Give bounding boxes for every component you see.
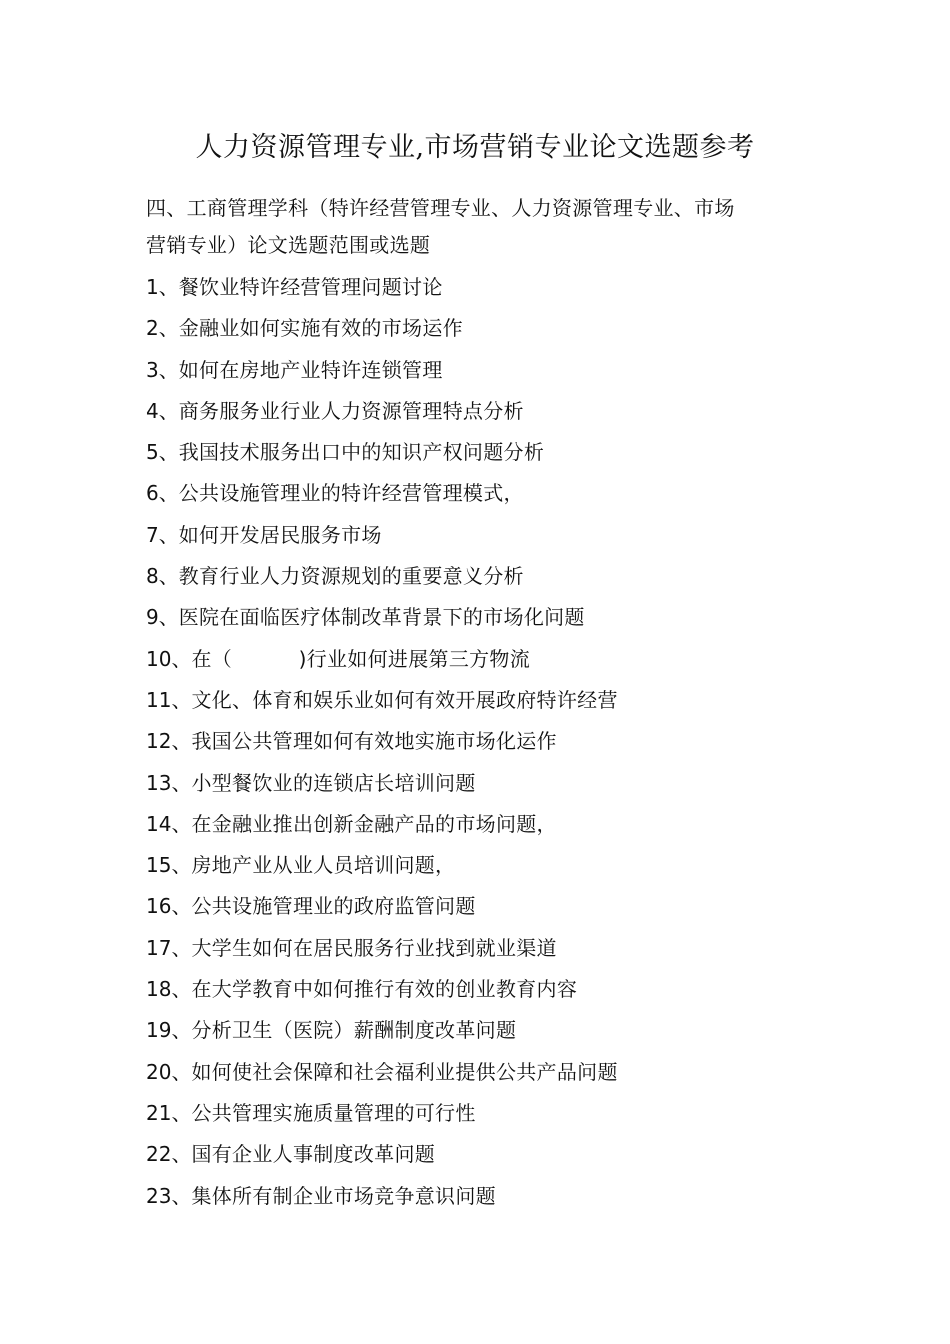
topic-number: 1、	[146, 275, 179, 299]
topic-number: 15、	[146, 853, 192, 878]
topic-text: 医院在面临医疗体制改革背景下的市场化问题	[178, 605, 585, 630]
topic-number: 2、	[146, 316, 179, 341]
topic-number: 17、	[146, 935, 192, 960]
topic-item	[146, 763, 806, 804]
topic-item	[146, 1093, 806, 1134]
topic-number: 8、	[146, 564, 179, 589]
topic-number: 9、	[146, 605, 179, 630]
topic-number: 7、	[146, 522, 179, 547]
topic-number: 20、	[146, 1059, 192, 1084]
topic-item	[146, 556, 806, 597]
topic-text: 公共设施管理业的政府监管问题	[191, 894, 476, 919]
topic-item	[146, 969, 806, 1010]
topic-item	[146, 928, 806, 969]
section-intro-line-1: 四、工商管理学科（特许经营管理专业、人力资源管理专业、市场	[146, 196, 735, 220]
topic-item	[146, 432, 806, 473]
topic-text: 如何使社会保障和社会福利业提供公共产品问题	[191, 1059, 618, 1084]
topic-number: 14、	[146, 811, 192, 836]
topic-item	[146, 473, 806, 514]
topic-number: 18、	[146, 977, 192, 1002]
topic-number: 5、	[146, 440, 179, 465]
topic-number: 3、	[146, 357, 179, 382]
topic-number: 6、	[146, 481, 179, 506]
topic-item	[146, 721, 806, 762]
topic-number: 21、	[146, 1100, 192, 1125]
topic-item	[146, 515, 806, 556]
topic-item	[146, 886, 806, 927]
topic-text: 我国公共管理如何有效地实施市场化运作	[191, 729, 557, 754]
topic-text: 小型餐饮业的连锁店长培训问题	[191, 770, 476, 795]
topic-text: 公共设施管理业的特许经营管理模式，	[178, 481, 524, 506]
topic-number: 4、	[146, 398, 179, 423]
topic-item	[146, 639, 806, 680]
topic-text: 如何在房地产业特许连锁管理	[178, 357, 443, 382]
topic-number: 11、	[146, 687, 192, 712]
topic-text: 教育行业人力资源规划的重要意义分析	[178, 564, 524, 589]
topic-item	[146, 267, 806, 308]
topic-item	[146, 1134, 806, 1175]
topic-item	[146, 391, 806, 432]
topic-text: 文化、体育和娱乐业如何有效开展政府特许经营	[191, 687, 618, 712]
topic-text: 我国技术服务出口中的知识产权问题分析	[178, 440, 545, 465]
topic-text: 金融业如何实施有效的市场运作	[178, 316, 463, 341]
topic-text: 在金融业推出创新金融产品的市场问题，	[191, 811, 557, 836]
topic-item	[146, 1052, 806, 1093]
topic-text: 集体所有制企业市场竞争意识问题	[191, 1183, 496, 1208]
topic-text: 餐饮业特许经营管理问题讨论	[178, 275, 443, 299]
topic-item	[146, 597, 806, 638]
topic-text: 如何开发居民服务市场	[178, 522, 382, 547]
topic-item	[146, 680, 806, 721]
topic-item	[146, 804, 806, 845]
topic-text: 分析卫生（医院）薪酬制度改革问题	[191, 1018, 517, 1043]
topic-number: 10、	[146, 646, 192, 671]
topic-number: 12、	[146, 729, 192, 754]
topic-item	[146, 308, 806, 349]
topic-item	[146, 1010, 806, 1051]
topic-number: 22、	[146, 1142, 192, 1167]
topic-item	[146, 350, 806, 391]
topic-text: 在大学教育中如何推行有效的创业教育内容	[191, 977, 578, 1002]
topic-item	[146, 845, 806, 886]
topic-text: 房地产业从业人员培训问题，	[191, 853, 456, 878]
topic-number: 23、	[146, 1183, 192, 1208]
topic-text: 商务服务业行业人力资源管理特点分析	[178, 398, 524, 423]
topic-text: 在（ )行业如何进展第三方物流	[191, 646, 531, 671]
topic-text: 公共管理实施质量管理的可行性	[191, 1100, 476, 1125]
topic-list	[146, 267, 806, 1217]
document-title: 人力资源管理专业,市场营销专业论文选题参考	[195, 132, 755, 163]
topic-number: 19、	[146, 1018, 192, 1043]
section-intro	[146, 190, 806, 264]
topic-item	[146, 1176, 806, 1217]
topic-number: 13、	[146, 770, 192, 795]
topic-text: 大学生如何在居民服务行业找到就业渠道	[191, 935, 557, 960]
document-body	[146, 190, 806, 1217]
section-intro-line-2: 营销专业）论文选题范围或选题	[146, 233, 431, 257]
topic-number: 16、	[146, 894, 192, 919]
topic-text: 国有企业人事制度改革问题	[191, 1142, 436, 1167]
